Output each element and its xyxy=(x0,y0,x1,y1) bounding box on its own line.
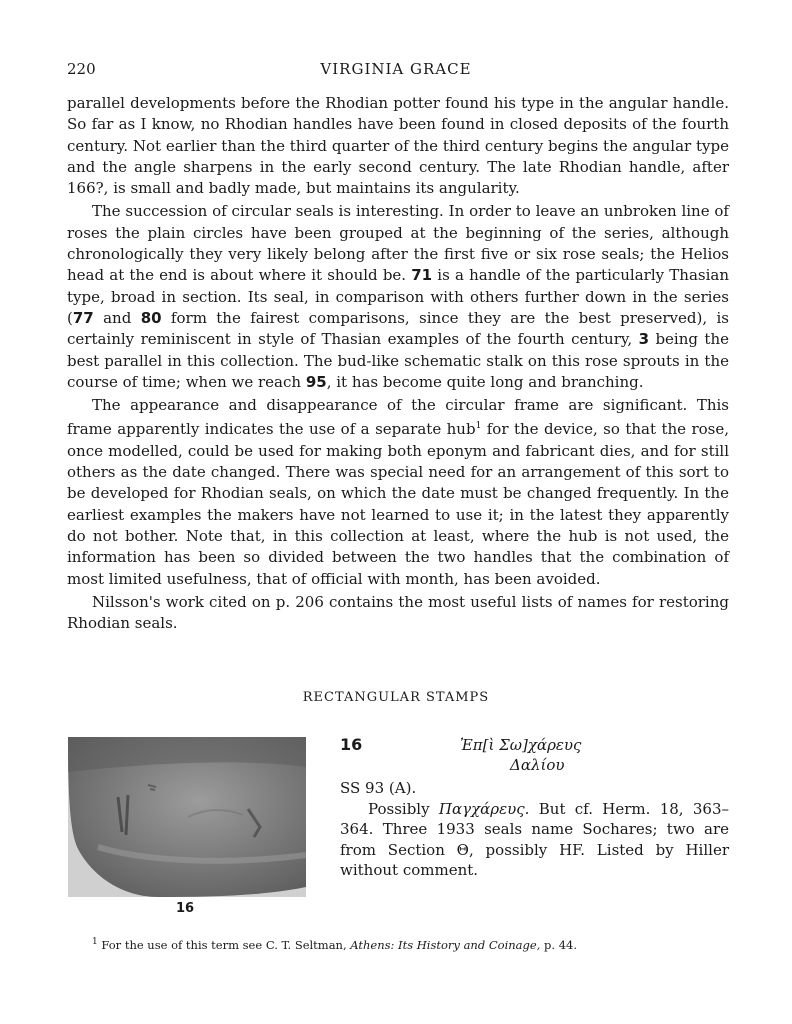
paragraph-3 xyxy=(67,395,729,590)
footnote-title: Athens: Its History and Coinage, xyxy=(350,937,541,952)
running-head: VIRGINIA GRACE xyxy=(320,60,472,78)
ref-95: 95 xyxy=(305,372,327,391)
footnote-mark: 1 xyxy=(92,937,98,947)
p2-text-3: and xyxy=(93,308,141,327)
entry-commentary xyxy=(340,799,729,881)
body-text xyxy=(67,93,729,634)
greek-inscription-line-2: Δαλίου xyxy=(510,756,565,774)
ref-71: 71 xyxy=(411,266,433,285)
p2-text-4: form the fairest comparisons, since they are the best preserved), is certainly reminiscent in style of Thasian examples of the fourth century, xyxy=(67,308,729,349)
paragraph-2 xyxy=(67,201,729,393)
entry-text-1: Possibly xyxy=(368,799,439,818)
p3-text-2: for the device, so that the rose, once modelled, could be used for making both eponym and fabricant dies, and for still others as the date changed. There was special need for an arrangement of this sort to be developed for Rhodian seals, on which the date must be changed frequently. In the earliest examples the makers have not learned to use it; in the latest they apparently do not bother. Note that, in this collection at least, where the hub is not used, the information has been so divided between the two handles that the combination of most limited usefulness, that of official with month, has been avoided. xyxy=(67,420,729,588)
greek-inscription-line-1: Ἐπ[ὶ Σω]χάρευς xyxy=(460,736,582,754)
stamp-photo xyxy=(68,737,306,897)
footnote xyxy=(92,937,577,952)
ref-77: 77 xyxy=(72,308,94,327)
footnote-text-1: For the use of this term see C. T. Seltman, xyxy=(97,937,351,952)
ref-3: 3 xyxy=(638,330,650,349)
paragraph-1: parallel developments before the Rhodian potter found his type in the angular handle. So far as I know, no Rhodian handles have been found in closed deposits of the fourth century. Not earlier than the third quarter of the third century begins the angular type and the angle sharpens in the early second century. The late Rhodian handle, after 166?, is small and badly made, but maintains its angularity. xyxy=(67,94,729,198)
p3-text-1: The appearance and disappearance of the circular frame are significant. This frame apparently indicates the use of a separate hub xyxy=(67,396,729,439)
p2-text-6: , it has become quite long and branching. xyxy=(326,372,644,391)
entry-reference: SS 93 (A). xyxy=(340,779,417,797)
section-title: RECTANGULAR STAMPS xyxy=(302,690,490,705)
p2-text-5: being the best parallel in this collection. The bud-like schematic stalk on this rose sprouts in the course of time; when we reach xyxy=(67,330,729,391)
p2-text-2: is a handle of the particularly Thasian type, broad in section. Its seal, in comparison with others further down in the series ( xyxy=(67,266,729,327)
amphora-handle-image xyxy=(68,737,306,897)
footnote-text-2: p. 44. xyxy=(540,937,577,952)
entry-number: 16 xyxy=(340,735,363,754)
entry-text-2: But cf. Herm. 18, 363–364. Three 1933 seals name Sochares; two are from Section Θ, possibly HF. Listed by Hiller without comment. xyxy=(340,799,729,879)
figure-caption: 16 xyxy=(176,901,195,916)
paragraph-4: Nilsson's work cited on p. 206 contains the most useful lists of names for restoring Rhodian seals. xyxy=(67,592,729,633)
ref-80: 80 xyxy=(140,308,162,327)
greek-name: Παγχάρευς. xyxy=(438,799,530,818)
p2-text-1: The succession of circular seals is interesting. In order to leave an unbroken line of roses the plain circles have been grouped at the beginning of the series, although chronologically they very likely belong after the first five or six rose seals; the Helios head at the end is about where it should be. xyxy=(67,202,729,285)
footnote-ref: 1 xyxy=(475,421,482,432)
page-number: 220 xyxy=(67,60,96,78)
entry-description xyxy=(340,778,729,881)
